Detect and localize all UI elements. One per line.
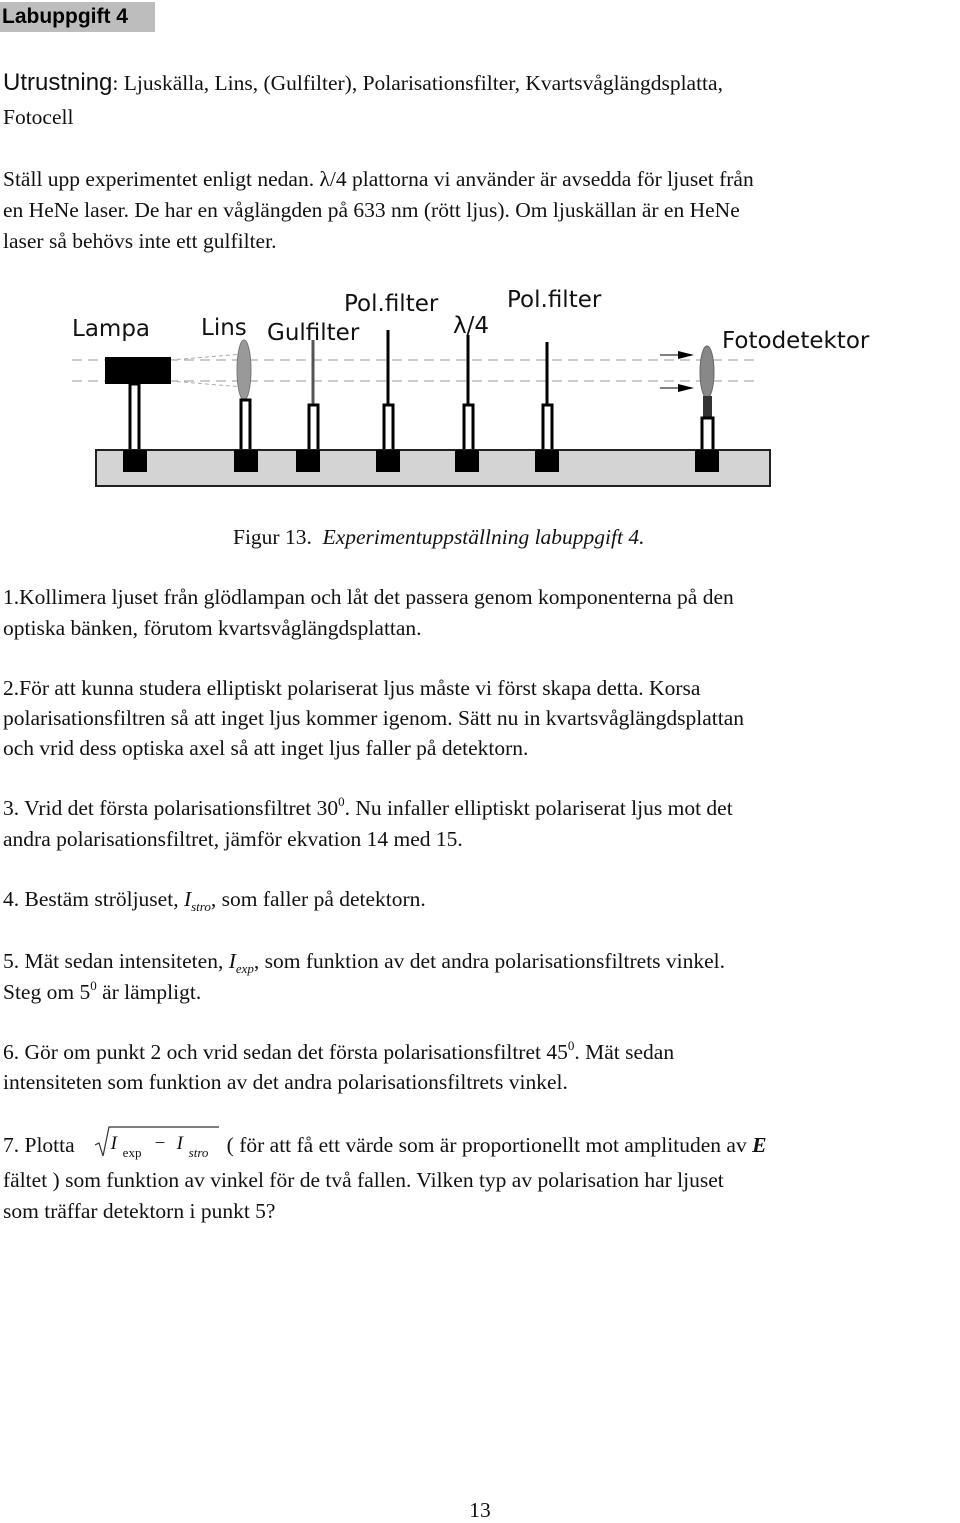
step-4-text-b: , som faller på detektorn. xyxy=(210,887,426,911)
formula-i2: I xyxy=(176,1133,183,1154)
photodetector-base xyxy=(703,396,712,418)
step-7-line-3: som träffar detektorn i punkt 5? xyxy=(3,1199,276,1223)
step-6-line-2: intensiteten som funktion av det andra polarisationsfiltrets vinkel. xyxy=(3,1070,568,1094)
intro-line-2: en HeNe laser. De har en våglängden på 633 nm (rött ljus). Om ljuskällan är en HeNe xyxy=(3,198,740,222)
intro-line-1: Ställ upp experimentet enligt nedan. λ/4 plattorna vi använder är avsedda för ljuset från xyxy=(3,167,754,191)
step-6-degree: 0 xyxy=(567,1038,575,1053)
photodetector-shape xyxy=(700,346,714,398)
carrier-1 xyxy=(123,450,147,472)
step-5-text-b: , som funktion av det andra polarisationsfiltrets vinkel. xyxy=(253,949,726,973)
step-6-text-a: 6. Gör om punkt 2 och vrid sedan det första polarisationsfiltret 45 xyxy=(3,1040,568,1064)
equipment-list: : Ljuskälla, Lins, (Gulfilter), Polarisationsfilter, Kvartsvåglängdsplatta, xyxy=(112,71,723,95)
step-5-degree: 0 xyxy=(90,978,97,993)
equipment-line xyxy=(3,68,958,98)
equipment-line-2: Fotocell xyxy=(3,105,74,129)
step-4-text-a: 4. Bestäm ströljuset, xyxy=(3,887,184,911)
formula-sub2: stro xyxy=(188,1145,209,1160)
label-fotodetektor: Fotodetektor xyxy=(722,328,870,354)
step-5-text-a: 5. Mät sedan intensiteten, xyxy=(3,949,229,973)
arrow-icon-lower xyxy=(678,384,694,392)
lamp-post xyxy=(130,384,139,452)
step-3-line-2: andra polarisationsfiltret, jämför ekvation 14 med 15. xyxy=(3,827,463,851)
step-3-line-1 xyxy=(3,793,958,823)
optical-bench xyxy=(96,450,770,486)
step-5-text-c: Steg om 5 xyxy=(3,980,91,1004)
step-5-line-1 xyxy=(3,946,958,976)
page-title: Labuppgift 4 xyxy=(2,5,128,28)
step-6-line-1 xyxy=(3,1037,958,1067)
step-5-text-d: är lämpligt. xyxy=(96,980,202,1004)
lens-post xyxy=(241,400,250,452)
label-gulfilter: Gulfilter xyxy=(267,320,360,346)
step-2-line-3: och vrid dess optiska axel så att inget ljus faller på detektorn. xyxy=(3,736,529,760)
carrier-4 xyxy=(376,450,400,472)
figure-caption xyxy=(233,522,644,552)
step-2-line-2: polarisationsfiltren så att inget ljus kommer igenom. Sätt nu in kvartsvåglängdsplattan xyxy=(3,706,745,730)
experiment-diagram xyxy=(0,280,960,495)
label-polfilter-1: Pol.filter xyxy=(344,291,439,317)
step-3-text-a: 3. Vrid det första polarisationsfiltret 30 xyxy=(3,796,339,820)
equipment-heading: Utrustning xyxy=(3,69,113,96)
lamp-housing xyxy=(105,357,171,384)
formula-i1: I xyxy=(110,1133,117,1154)
polarizer-2-post xyxy=(543,405,552,452)
step-1-line-2: optiska bänken, förutom kvartsvåglängdsplattan. xyxy=(3,616,422,640)
carrier-3 xyxy=(296,450,320,472)
step-7-text-b: ( för att få ett värde som är proportionellt mot amplituden av xyxy=(226,1133,753,1157)
step-2-line-1: 2.För att kunna studera elliptiskt polariserat ljus måste vi först skapa detta. Korsa xyxy=(3,676,701,700)
carrier-7 xyxy=(695,450,719,472)
yellow-filter-post xyxy=(309,405,318,452)
quarter-wave-post xyxy=(464,405,473,452)
formula-sub1: exp xyxy=(122,1145,142,1160)
caption-text: Experimentuppställning labuppgift 4. xyxy=(322,525,645,549)
step-3-degree: 0 xyxy=(338,794,345,809)
light-ray-upper xyxy=(170,354,243,360)
step-1-line-1: 1.Kollimera ljuset från glödlampan och låt det passera genom komponenterna på den xyxy=(3,585,734,609)
label-lambda-4: λ/4 xyxy=(453,313,489,339)
step-4-sub: stro xyxy=(191,899,211,914)
light-ray-lower xyxy=(170,381,243,387)
label-polfilter-2: Pol.filter xyxy=(507,287,602,313)
step-7-line-2: fältet ) som funktion av vinkel för de två fallen. Vilken typ av polarisation har ljuset xyxy=(3,1168,724,1192)
carrier-2 xyxy=(234,450,258,472)
lens-shape xyxy=(237,340,251,400)
step-4-var: I xyxy=(183,887,192,911)
formula-minus: − xyxy=(154,1133,166,1154)
step-5-var: I xyxy=(228,949,236,973)
label-lins: Lins xyxy=(201,315,247,341)
polarizer-1-post xyxy=(384,405,393,452)
step-4-line xyxy=(3,884,958,914)
photodetector-post xyxy=(702,418,713,452)
arrow-icon-upper xyxy=(678,351,694,359)
step-6-text-b: . Mät sedan xyxy=(574,1040,675,1064)
carrier-6 xyxy=(535,450,559,472)
step-7-line-1 xyxy=(3,1130,958,1160)
step-3-text-b: . Nu infaller elliptiskt polariserat ljus mot det xyxy=(344,796,733,820)
sqrt-formula xyxy=(81,1130,221,1160)
step-7-bold-e: E xyxy=(752,1133,767,1157)
caption-prefix: Figur 13. xyxy=(233,525,323,549)
step-5-line-2 xyxy=(3,977,958,1007)
page-number: 13 xyxy=(469,1498,491,1522)
step-5-sub: exp xyxy=(235,961,254,976)
label-lampa: Lampa xyxy=(72,316,151,342)
carrier-5 xyxy=(455,450,479,472)
step-7-text-a: 7. Plotta xyxy=(3,1133,75,1157)
intro-line-3: laser så behövs inte ett gulfilter. xyxy=(3,229,277,253)
